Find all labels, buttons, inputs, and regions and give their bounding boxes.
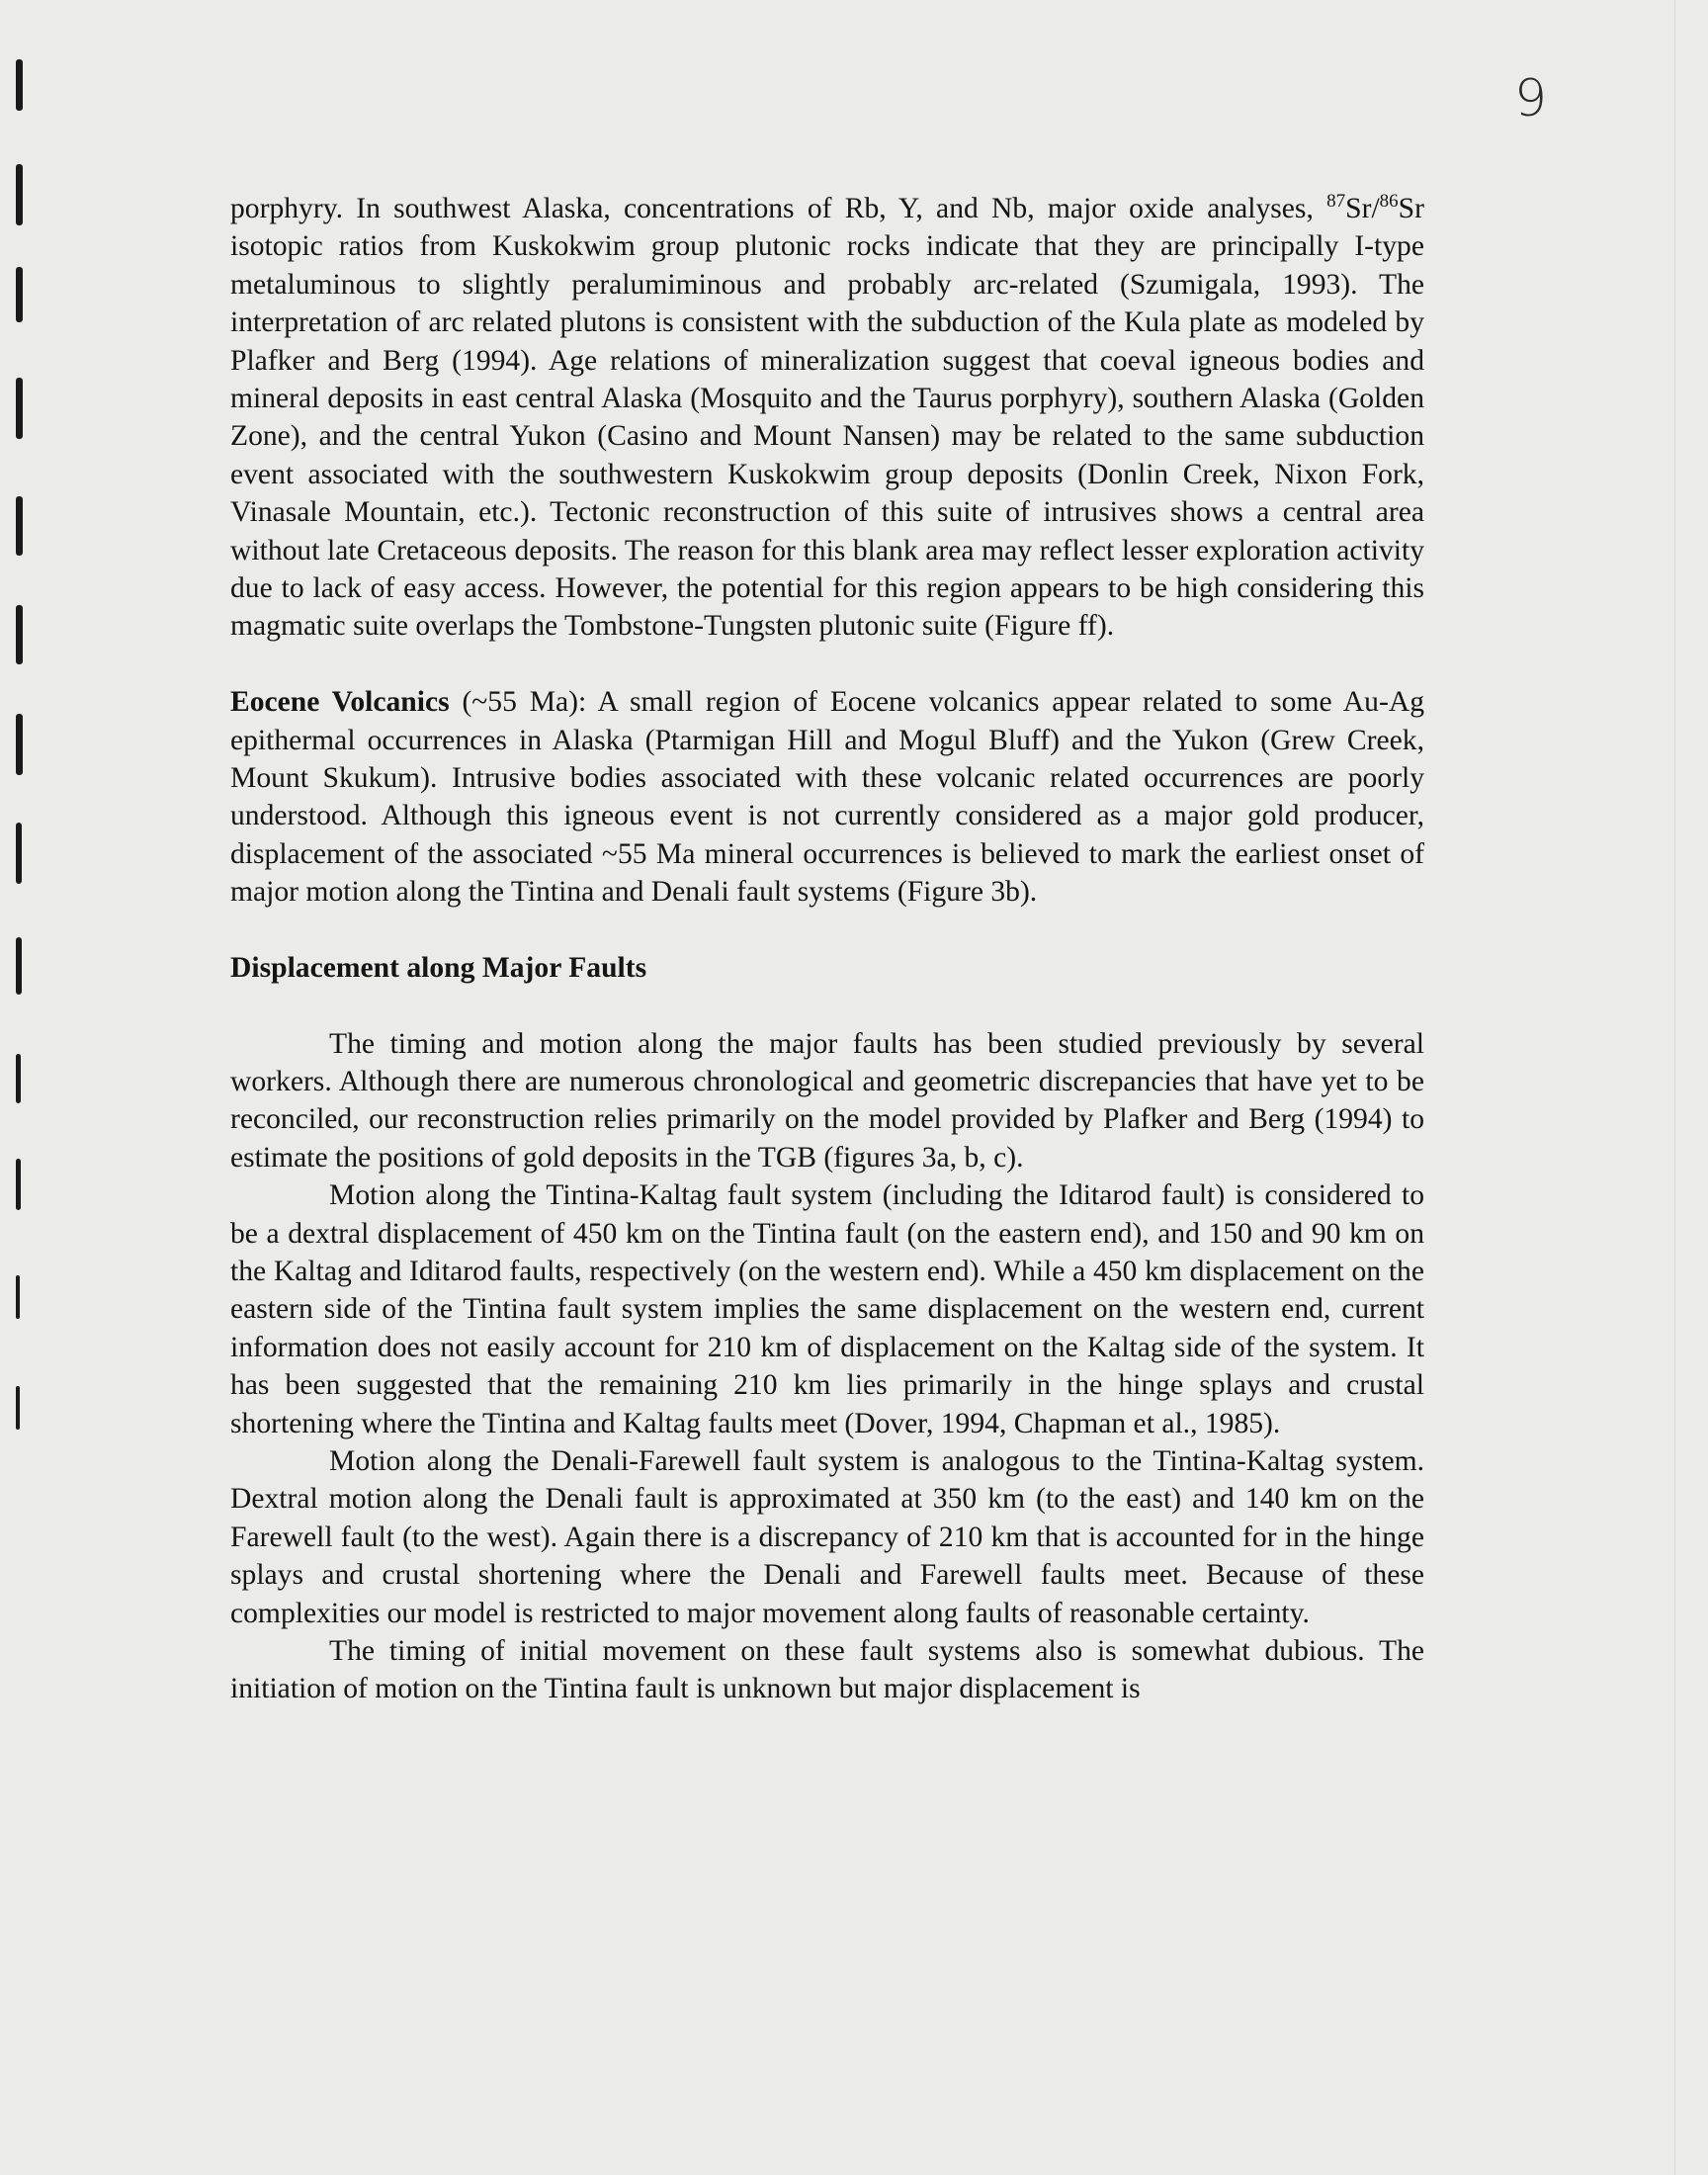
isotope-superscript: 87 [1326, 191, 1346, 212]
paragraph-text: Sr isotopic ratios from Kuskokwim group plutonic rocks indicate that they are principally I-type metaluminous to slightly peralumiminous and probably arc-related (Szumigala, 1993). The interpretation of arc related plutons is consistent with the subduction of the Kula plate as modeled by Plafker and Berg (1994). Age relations of mineralization suggest that coeval igneous bodies and mineral deposits in east central Alaska (Mosquito and the Taurus porphyry), southern Alaska (Golden Zone), and the central Yukon (Casino and Mount Nansen) may be related to the same subduction event associated with the southwestern Kuskokwim group deposits (Donlin Creek, Nixon Fork, Vinasale Mountain, etc.). Tectonic reconstruction of this suite of intrusives shows a central area without late Cretaceous deposits. The reason for this blank area may reflect lesser exploration activity due to lack of easy access. However, the potential for this region appears to be high considering this magmatic suite overlaps the Tombstone-Tungsten plutonic suite (Figure ff). [230, 193, 1424, 643]
paragraph: Motion along the Denali-Farewell fault system is analogous to the Tintina-Kaltag system. Dextral motion along the Denali fault is approximated at 350 km (to the east) and 140 km on the Farewell fault (to the west). Again there is a discrepancy of 210 km that is accounted for in the hinge splays and crustal shortening where the Denali and Farewell faults meet. Because of these complexities our model is restricted to major movement along faults of reasonable certainty. [230, 1444, 1424, 1629]
scan-edge-line [1674, 0, 1675, 2175]
margin-mark [16, 164, 23, 225]
paragraph: The timing of initial movement on these fault systems also is somewhat dubious. The initiation of motion on the Tintina fault is unknown but major displacement is [230, 1635, 1424, 1705]
margin-mark [16, 1275, 20, 1319]
body-text [230, 190, 1424, 1708]
paragraph [230, 683, 1424, 911]
margin-mark [16, 378, 23, 439]
paragraph-text: Sr/ [1345, 193, 1380, 224]
margin-mark [16, 1386, 20, 1430]
paragraph: The timing and motion along the major faults has been studied previously by several workers. Although there are numerous chronological and geometric discrepancies that have yet to be reconciled, our reconstruction relies primarily on the model provided by Plafker and Berg (1994) to estimate the positions of gold deposits in the TGB (figures 3a, b, c). [230, 1027, 1424, 1174]
paragraph: Motion along the Tintina-Kaltag fault system (including the Iditarod fault) is considered to be a dextral displacement of 450 km on the Tintina fault (on the eastern end), and 150 and 90 km on the Kaltag and Iditarod faults, respectively (on the western end). While a 450 km displacement on the eastern side of the Tintina fault system implies the same displacement on the western end, current information does not easily account for 210 km of displacement on the Kaltag side of the system. It has been suggested that the remaining 210 km lies primarily in the hinge splays and crustal shortening where the Tintina and Kaltag faults meet (Dover, 1994, Chapman et al., 1985). [230, 1179, 1424, 1439]
section-heading: Displacement along Major Faults [230, 952, 647, 985]
margin-mark [16, 59, 23, 111]
margin-mark [16, 1159, 21, 1210]
run-in-heading: Eocene Volcanics [230, 686, 450, 719]
margin-mark [16, 496, 23, 556]
margin-mark [16, 823, 22, 884]
margin-mark [16, 605, 23, 664]
margin-mark [16, 267, 23, 322]
paragraph-text: (~55 Ma): A small region of Eocene volcanics appear related to some Au-Ag epithermal occurrences in Alaska (Ptarmigan Hill and Mogul Bluff) and the Yukon (Grew Creek, Mount Skukum). Intrusive bodies associated with these volcanic related occurrences are poorly understood. Although this igneous event is not currently considered as a major gold producer, displacement of the associated ~55 Ma mineral occurrences is believed to mark the earliest onset of major motion along the Tintina and Denali fault systems (Figure 3b). [230, 686, 1424, 909]
isotope-superscript: 86 [1379, 191, 1399, 212]
margin-mark [16, 714, 23, 775]
paragraph-text: porphyry. In southwest Alaska, concentrations of Rb, Y, and Nb, major oxide analyses, [230, 193, 1327, 224]
margin-mark [16, 937, 22, 995]
page-number: 9 [1514, 69, 1548, 129]
paragraph [230, 190, 1424, 646]
margin-mark [16, 1054, 21, 1103]
